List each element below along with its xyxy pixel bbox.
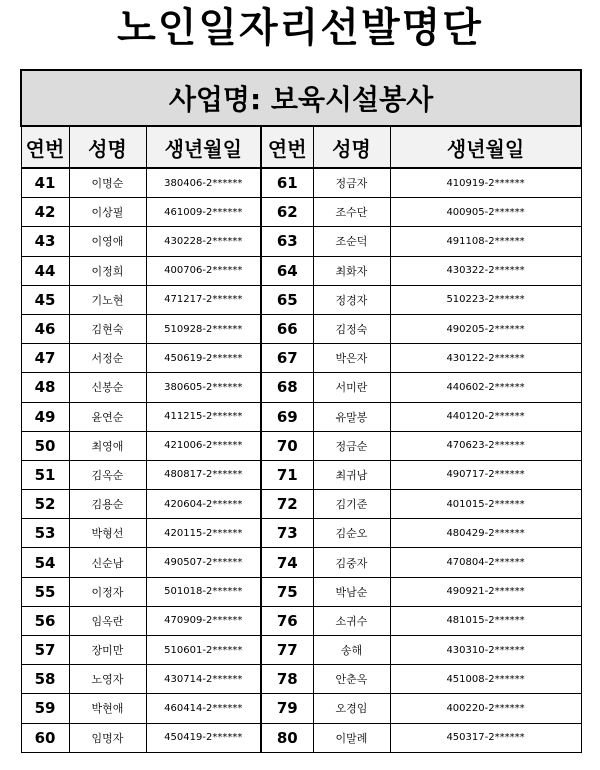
person-name: 정금자 — [313, 168, 390, 198]
row-number: 72 — [261, 490, 313, 519]
birthdate: 471217-2****** — [146, 285, 261, 314]
person-name: 박형선 — [69, 519, 146, 548]
row-number: 52 — [21, 490, 69, 519]
row-number: 80 — [261, 723, 313, 752]
header-number: 연번 — [261, 126, 313, 168]
table-row — [21, 577, 581, 606]
person-name: 최영애 — [69, 431, 146, 460]
birthdate: 401015-2****** — [390, 490, 581, 519]
person-name: 안춘옥 — [313, 665, 390, 694]
birthdate: 450419-2****** — [146, 723, 261, 752]
person-name: 기노현 — [69, 285, 146, 314]
person-name: 임명자 — [69, 723, 146, 752]
table-row — [21, 314, 581, 343]
person-name: 오경임 — [313, 694, 390, 723]
person-name: 박남순 — [313, 577, 390, 606]
person-name: 김현숙 — [69, 314, 146, 343]
table-row — [21, 256, 581, 285]
person-name: 이정자 — [69, 577, 146, 606]
person-name: 조수단 — [313, 198, 390, 227]
table-caption: 사업명: 보육시설봉사 — [21, 70, 581, 126]
table-row — [21, 198, 581, 227]
row-number: 59 — [21, 694, 69, 723]
row-number: 60 — [21, 723, 69, 752]
birthdate: 421006-2****** — [146, 431, 261, 460]
table-row — [21, 285, 581, 314]
birthdate: 490717-2****** — [390, 460, 581, 489]
table-row — [21, 344, 581, 373]
row-number: 56 — [21, 606, 69, 635]
roster-body — [21, 168, 581, 752]
birthdate: 400706-2****** — [146, 256, 261, 285]
person-name: 김순오 — [313, 519, 390, 548]
birthdate: 501018-2****** — [146, 577, 261, 606]
person-name: 소귀수 — [313, 606, 390, 635]
person-name: 정금순 — [313, 431, 390, 460]
birthdate: 420604-2****** — [146, 490, 261, 519]
row-number: 42 — [21, 198, 69, 227]
table-row — [21, 431, 581, 460]
person-name: 이영애 — [69, 227, 146, 256]
row-number: 50 — [21, 431, 69, 460]
header-name: 성명 — [69, 126, 146, 168]
table-row — [21, 665, 581, 694]
row-number: 54 — [21, 548, 69, 577]
person-name: 서미란 — [313, 373, 390, 402]
row-number: 51 — [21, 460, 69, 489]
header-row — [21, 126, 581, 168]
birthdate: 430228-2****** — [146, 227, 261, 256]
table-row — [21, 168, 581, 198]
table-row — [21, 519, 581, 548]
birthdate: 510223-2****** — [390, 285, 581, 314]
row-number: 65 — [261, 285, 313, 314]
row-number: 68 — [261, 373, 313, 402]
row-number: 63 — [261, 227, 313, 256]
birthdate: 470623-2****** — [390, 431, 581, 460]
person-name: 최화자 — [313, 256, 390, 285]
row-number: 47 — [21, 344, 69, 373]
person-name: 윤연순 — [69, 402, 146, 431]
table-row — [21, 636, 581, 665]
person-name: 박은자 — [313, 344, 390, 373]
person-name: 최귀남 — [313, 460, 390, 489]
person-name: 김용순 — [69, 490, 146, 519]
birthdate: 490921-2****** — [390, 577, 581, 606]
person-name: 장미만 — [69, 636, 146, 665]
birthdate: 450317-2****** — [390, 723, 581, 752]
person-name: 이정희 — [69, 256, 146, 285]
row-number: 69 — [261, 402, 313, 431]
birthdate: 450619-2****** — [146, 344, 261, 373]
table-row — [21, 548, 581, 577]
header-number: 연번 — [21, 126, 69, 168]
table-row — [21, 373, 581, 402]
person-name: 임옥란 — [69, 606, 146, 635]
table-row — [21, 460, 581, 489]
birthdate: 411215-2****** — [146, 402, 261, 431]
person-name: 송해 — [313, 636, 390, 665]
birthdate: 410919-2****** — [390, 168, 581, 198]
birthdate: 430310-2****** — [390, 636, 581, 665]
header-name: 성명 — [313, 126, 390, 168]
row-number: 41 — [21, 168, 69, 198]
person-name: 이말례 — [313, 723, 390, 752]
table-row — [21, 490, 581, 519]
birthdate: 400220-2****** — [390, 694, 581, 723]
row-number: 76 — [261, 606, 313, 635]
person-name: 김옥순 — [69, 460, 146, 489]
birthdate: 480429-2****** — [390, 519, 581, 548]
row-number: 78 — [261, 665, 313, 694]
header-birthdate: 생년월일 — [390, 126, 581, 168]
row-number: 74 — [261, 548, 313, 577]
table-row — [21, 402, 581, 431]
row-number: 71 — [261, 460, 313, 489]
person-name: 김정숙 — [313, 314, 390, 343]
row-number: 49 — [21, 402, 69, 431]
row-number: 70 — [261, 431, 313, 460]
birthdate: 470909-2****** — [146, 606, 261, 635]
person-name: 서정순 — [69, 344, 146, 373]
header-birthdate: 생년월일 — [146, 126, 261, 168]
row-number: 77 — [261, 636, 313, 665]
row-number: 48 — [21, 373, 69, 402]
row-number: 66 — [261, 314, 313, 343]
birthdate: 481015-2****** — [390, 606, 581, 635]
person-name: 신봉순 — [69, 373, 146, 402]
row-number: 44 — [21, 256, 69, 285]
table-row — [21, 227, 581, 256]
birthdate: 451008-2****** — [390, 665, 581, 694]
person-name: 박현애 — [69, 694, 146, 723]
birthdate: 490205-2****** — [390, 314, 581, 343]
row-number: 57 — [21, 636, 69, 665]
birthdate: 430714-2****** — [146, 665, 261, 694]
row-number: 58 — [21, 665, 69, 694]
birthdate: 380605-2****** — [146, 373, 261, 402]
birthdate: 490507-2****** — [146, 548, 261, 577]
person-name: 이명순 — [69, 168, 146, 198]
person-name: 신순남 — [69, 548, 146, 577]
birthdate: 430322-2****** — [390, 256, 581, 285]
row-number: 62 — [261, 198, 313, 227]
birthdate: 430122-2****** — [390, 344, 581, 373]
row-number: 67 — [261, 344, 313, 373]
table-row — [21, 606, 581, 635]
row-number: 53 — [21, 519, 69, 548]
row-number: 43 — [21, 227, 69, 256]
row-number: 46 — [21, 314, 69, 343]
birthdate: 510928-2****** — [146, 314, 261, 343]
roster-table — [20, 69, 582, 753]
person-name: 김중자 — [313, 548, 390, 577]
birthdate: 440602-2****** — [390, 373, 581, 402]
person-name: 정경자 — [313, 285, 390, 314]
person-name: 이상필 — [69, 198, 146, 227]
person-name: 유말봉 — [313, 402, 390, 431]
row-number: 73 — [261, 519, 313, 548]
birthdate: 510601-2****** — [146, 636, 261, 665]
row-number: 79 — [261, 694, 313, 723]
birthdate: 460414-2****** — [146, 694, 261, 723]
row-number: 45 — [21, 285, 69, 314]
table-row — [21, 723, 581, 752]
birthdate: 480817-2****** — [146, 460, 261, 489]
birthdate: 470804-2****** — [390, 548, 581, 577]
person-name: 김기준 — [313, 490, 390, 519]
table-row — [21, 694, 581, 723]
page-title: 노인일자리선발명단 — [117, 5, 483, 51]
row-number: 61 — [261, 168, 313, 198]
person-name: 조순덕 — [313, 227, 390, 256]
birthdate: 491108-2****** — [390, 227, 581, 256]
birthdate: 420115-2****** — [146, 519, 261, 548]
birthdate: 380406-2****** — [146, 168, 261, 198]
birthdate: 400905-2****** — [390, 198, 581, 227]
birthdate: 461009-2****** — [146, 198, 261, 227]
birthdate: 440120-2****** — [390, 402, 581, 431]
row-number: 55 — [21, 577, 69, 606]
person-name: 노영자 — [69, 665, 146, 694]
row-number: 64 — [261, 256, 313, 285]
row-number: 75 — [261, 577, 313, 606]
